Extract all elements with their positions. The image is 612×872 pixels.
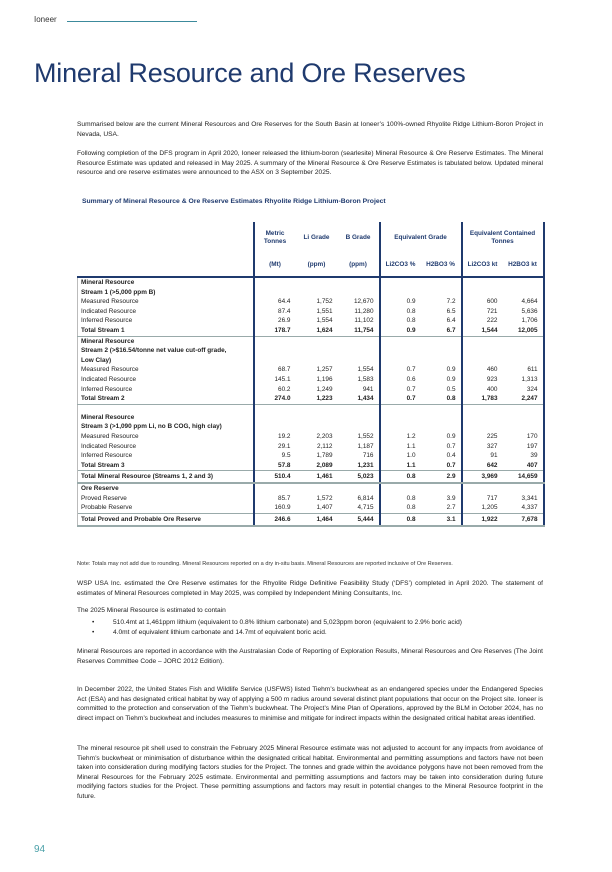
row-label: Low Clay) bbox=[78, 356, 254, 366]
row-value: 0.7 bbox=[446, 461, 456, 469]
row-value bbox=[421, 288, 462, 298]
header-b-grade: B Grade bbox=[345, 234, 371, 241]
row-value: 197 bbox=[503, 442, 544, 452]
row-value bbox=[296, 404, 338, 413]
row-value: 0.9 bbox=[380, 326, 421, 336]
row-value: 400 bbox=[462, 385, 503, 395]
row-value bbox=[503, 483, 544, 494]
row-value bbox=[338, 356, 380, 366]
row-value: 0.4 bbox=[446, 452, 456, 460]
row-value: 1,434 bbox=[338, 394, 380, 404]
unit-li-ppm: (ppm) bbox=[296, 254, 338, 277]
row-value: 1,187 bbox=[357, 442, 374, 450]
row-value: 9.5 bbox=[254, 451, 296, 461]
row-value: 3.9 bbox=[446, 494, 456, 502]
row-value: 91 bbox=[462, 451, 503, 461]
row-value: 0.9 bbox=[380, 297, 421, 307]
row-value: 4,337 bbox=[503, 503, 544, 513]
row-value bbox=[254, 288, 296, 298]
row-value: 510.4 bbox=[254, 471, 296, 484]
row-value: 0.8 bbox=[380, 307, 421, 317]
bullet-item: • 4.0mt of equivalent lithium carbonate and 14.7mt of equivalent boric acid. bbox=[77, 628, 543, 638]
table-row bbox=[78, 336, 544, 346]
table-row bbox=[78, 385, 544, 395]
row-value: 721 bbox=[462, 307, 503, 317]
row-value bbox=[338, 404, 380, 413]
row-value bbox=[380, 422, 421, 432]
row-value: 0.9 bbox=[446, 432, 456, 440]
paragraph-usfws: In December 2022, the United States Fish and Wildlife Service (USFWS) listed Tiehm’s buckwheat as an endangered species under the Endangered Species Act (ESA) and has designated critical habitat by way of applying a 500 m radius around several distinct plant populations that occur on the Project site. Ioneer is committed to the protection and conservation of the Tiehm’s buckwheat. The Project’s Mine Plan of Operations, approved by the BLM in October 2024, has no direct impact on Tiehm’s buckwheat and includes measures to minimise and mitigate for indirect impacts within the designated critical habitat areas identified. bbox=[77, 686, 543, 722]
table-row bbox=[78, 422, 544, 432]
row-value: 222 bbox=[462, 316, 503, 326]
row-value: 7.2 bbox=[446, 298, 456, 306]
row-value bbox=[421, 404, 462, 413]
table-row bbox=[78, 326, 544, 336]
row-label: Inferred Resource bbox=[78, 451, 254, 461]
row-value bbox=[296, 413, 338, 423]
row-value: 1,783 bbox=[462, 394, 503, 404]
row-value: 1,464 bbox=[296, 514, 338, 527]
row-value bbox=[503, 346, 544, 356]
table-row bbox=[78, 288, 544, 298]
row-value: 0.9 bbox=[446, 366, 456, 374]
row-value: 160.9 bbox=[254, 503, 296, 513]
table-row bbox=[78, 316, 544, 326]
row-value: 3,969 bbox=[462, 471, 503, 484]
row-value: 39 bbox=[503, 451, 544, 461]
row-value bbox=[254, 346, 296, 356]
row-value: 327 bbox=[462, 442, 503, 452]
row-value bbox=[462, 422, 503, 432]
row-value: 12,005 bbox=[503, 326, 544, 336]
row-value: 1,789 bbox=[316, 452, 333, 460]
row-value: 642 bbox=[462, 461, 503, 471]
row-value bbox=[254, 336, 296, 346]
table-row bbox=[78, 307, 544, 317]
row-value: 246.6 bbox=[254, 514, 296, 527]
header-equivalent-grade: Equivalent Grade bbox=[380, 222, 462, 254]
row-value: 1,752 bbox=[316, 298, 333, 306]
unit-b-ppm: (ppm) bbox=[338, 254, 380, 277]
row-value: 1.0 bbox=[380, 451, 421, 461]
row-value: 19.2 bbox=[254, 432, 296, 442]
table-note: Note: Totals may not add due to rounding. Mineral Resources reported on a dry in-situ basis. Mineral Resources are reported inclusive of Ore Reserves. bbox=[77, 561, 453, 567]
row-value bbox=[296, 346, 338, 356]
row-label: Mineral Resource bbox=[78, 277, 254, 288]
row-value bbox=[380, 413, 421, 423]
row-value: 0.8 bbox=[380, 316, 421, 326]
row-label: Ore Reserve bbox=[78, 483, 254, 494]
table-row bbox=[78, 356, 544, 366]
unit-h2bo3-pct: H2BO3 % bbox=[421, 254, 462, 277]
row-value: 1,552 bbox=[357, 432, 374, 440]
row-value bbox=[254, 422, 296, 432]
row-value bbox=[338, 413, 380, 423]
row-value: 11,102 bbox=[354, 317, 374, 325]
row-value: 85.7 bbox=[254, 494, 296, 504]
row-value bbox=[462, 288, 503, 298]
row-value bbox=[254, 483, 296, 494]
row-value: 941 bbox=[362, 385, 374, 393]
unit-li2co3-pct: Li2CO3 % bbox=[380, 254, 421, 277]
row-value bbox=[421, 277, 462, 288]
header-equivalent-contained-tonnes: Equivalent Contained Tonnes bbox=[462, 222, 544, 254]
row-label bbox=[78, 404, 254, 413]
row-label: Indicated Resource bbox=[78, 375, 254, 385]
row-value bbox=[296, 288, 338, 298]
row-value bbox=[296, 483, 338, 494]
table-caption: Summary of Mineral Resource & Ore Reserve Estimates Rhyolite Ridge Lithium-Boron Project bbox=[82, 198, 386, 205]
row-label: Mineral Resource bbox=[78, 336, 254, 346]
row-value bbox=[503, 277, 544, 288]
unit-mt: (Mt) bbox=[254, 254, 296, 277]
row-value: 3.1 bbox=[421, 514, 462, 527]
row-value: 1,922 bbox=[462, 514, 503, 527]
row-value: 4,664 bbox=[503, 297, 544, 307]
row-value bbox=[338, 346, 380, 356]
row-value: 2,203 bbox=[316, 432, 333, 440]
table-row bbox=[78, 461, 544, 471]
row-value: 7,678 bbox=[503, 514, 544, 527]
row-label: Total Stream 1 bbox=[78, 326, 254, 336]
row-value bbox=[254, 356, 296, 366]
row-value: 1,554 bbox=[316, 317, 333, 325]
row-value: 1,544 bbox=[462, 326, 503, 336]
row-label: Measured Resource bbox=[78, 365, 254, 375]
row-label: Probable Reserve bbox=[78, 503, 254, 513]
table-row bbox=[78, 394, 544, 404]
paragraph-pit-shell: The mineral resource pit shell used to constrain the February 2025 Mineral Resource estimate was not adjusted to account for any impacts from avoidance of Tiehm’s buckwheat or minimisation of disturbance within the designated critical habitat. Environmental and permitting assumptions and factors have not been taken into consideration during modifying factors studies for the Project. The tonnes and grade within the avoidance polygons have not been removed from the Mineral Resources for the February 2025 estimate. Environmental and permitting assumptions and factors may be taken into consideration during future modifying factors studies for the Project. These permitting assumptions and factors may result in potential changes to the Mineral Resource footprint in the future. bbox=[77, 745, 543, 800]
row-value bbox=[503, 356, 544, 366]
row-value: 0.9 bbox=[446, 375, 456, 383]
row-value bbox=[462, 404, 503, 413]
table-row bbox=[78, 346, 544, 356]
row-value: 1.1 bbox=[380, 461, 421, 471]
row-value bbox=[421, 422, 462, 432]
row-label: Stream 1 (>5,000 ppm B) bbox=[78, 288, 254, 298]
table-row bbox=[78, 413, 544, 423]
row-value: 1.1 bbox=[380, 442, 421, 452]
row-value: 14,659 bbox=[503, 471, 544, 484]
row-value: 87.4 bbox=[254, 307, 296, 317]
row-value: 68.7 bbox=[254, 365, 296, 375]
row-value: 170 bbox=[503, 432, 544, 442]
row-value: 0.8 bbox=[380, 503, 421, 513]
row-value: 12,670 bbox=[353, 298, 374, 306]
header-blank bbox=[78, 254, 254, 277]
row-value: 274.0 bbox=[254, 394, 296, 404]
row-label: Inferred Resource bbox=[78, 385, 254, 395]
row-label: Stream 3 (>1,090 ppm Li, no B COG, high clay) bbox=[78, 422, 254, 432]
row-value bbox=[338, 422, 380, 432]
row-value: 5,636 bbox=[503, 307, 544, 317]
table-row bbox=[78, 451, 544, 461]
row-value bbox=[296, 422, 338, 432]
row-value: 1,205 bbox=[462, 503, 503, 513]
row-value: 1,313 bbox=[503, 375, 544, 385]
header-blank bbox=[78, 222, 254, 254]
row-value: 1,407 bbox=[316, 504, 333, 512]
page-number: 94 bbox=[34, 844, 46, 855]
row-value: 145.1 bbox=[254, 375, 296, 385]
row-value: 1,223 bbox=[296, 394, 338, 404]
row-value bbox=[462, 346, 503, 356]
row-value bbox=[503, 336, 544, 346]
row-value bbox=[338, 288, 380, 298]
row-label: Indicated Resource bbox=[78, 307, 254, 317]
row-value bbox=[296, 277, 338, 288]
resource-reserve-table bbox=[77, 222, 545, 527]
row-value: 11,280 bbox=[354, 307, 374, 315]
table-row bbox=[78, 494, 544, 504]
row-value bbox=[462, 336, 503, 346]
row-value bbox=[296, 356, 338, 366]
row-value: 0.6 bbox=[380, 375, 421, 385]
row-value: 64.4 bbox=[254, 297, 296, 307]
row-value bbox=[462, 356, 503, 366]
row-value bbox=[380, 346, 421, 356]
table-row bbox=[78, 375, 544, 385]
brand-name: Ioneer bbox=[34, 15, 57, 24]
row-value: 29.1 bbox=[254, 442, 296, 452]
row-value: 600 bbox=[462, 297, 503, 307]
paragraph-jorc: Mineral Resources are reported in accordance with the Australasian Code of Reporting of Exploration Results, Mineral Resources and Ore Reserves (The Joint Reserves Committee Code – JORC 2012 Edition). bbox=[77, 648, 543, 665]
row-value: 60.2 bbox=[254, 385, 296, 395]
row-value: 0.7 bbox=[446, 442, 456, 450]
row-value bbox=[421, 346, 462, 356]
row-value: 1,461 bbox=[296, 471, 338, 484]
table-row bbox=[78, 442, 544, 452]
table-row bbox=[78, 277, 544, 288]
row-value: 0.8 bbox=[421, 394, 462, 404]
row-value bbox=[421, 413, 462, 423]
row-value: 1,706 bbox=[503, 316, 544, 326]
row-value: 2,089 bbox=[316, 461, 333, 469]
estimate-bullet-list bbox=[77, 618, 543, 637]
paragraph-estimate-intro: The 2025 Mineral Resource is estimated to contain bbox=[77, 607, 226, 614]
table-row bbox=[78, 404, 544, 413]
header-metric-tonnes: Metric Tonnes bbox=[254, 222, 296, 254]
row-value: 716 bbox=[362, 452, 374, 460]
table-row bbox=[78, 483, 544, 494]
bullet-item: • 510.4mt at 1,461ppm lithium (equivalent to 0.8% lithium carbonate) and 5,023ppm boron (equivalent to 2.9% boric acid) bbox=[77, 618, 543, 628]
table-row bbox=[78, 514, 544, 527]
row-value bbox=[338, 483, 380, 494]
row-value: 0.7 bbox=[380, 394, 421, 404]
row-value: 2,247 bbox=[503, 394, 544, 404]
row-value bbox=[503, 422, 544, 432]
table-row bbox=[78, 503, 544, 513]
row-value: 6,814 bbox=[357, 494, 374, 502]
table-row bbox=[78, 365, 544, 375]
table-row bbox=[78, 432, 544, 442]
paragraph-wsp: WSP USA Inc. estimated the Ore Reserve estimates for the Rhyolite Ridge Definitive Feasibility Study (‘DFS’) completed in April 2020. The statement of estimates of Mineral Resources completed in May 2025, was compiled by Independent Mining Consultants, Inc. bbox=[77, 580, 543, 597]
row-value: 5,444 bbox=[338, 514, 380, 527]
row-value: 225 bbox=[462, 432, 503, 442]
row-value: 1.2 bbox=[380, 432, 421, 442]
row-value: 1,249 bbox=[316, 385, 333, 393]
row-value bbox=[503, 288, 544, 298]
row-value bbox=[462, 483, 503, 494]
table-row bbox=[78, 297, 544, 307]
intro-paragraph-1: Summarised below are the current Mineral Resources and Ore Reserves for the South Basin at Ioneer’s 100%-owned Rhyolite Ridge Lithium-Boron Project in Nevada, USA. bbox=[77, 121, 543, 138]
row-value: 460 bbox=[462, 365, 503, 375]
row-value: 6.5 bbox=[446, 307, 456, 315]
header-divider bbox=[67, 21, 197, 22]
row-value bbox=[338, 336, 380, 346]
row-value bbox=[380, 277, 421, 288]
row-value: 0.8 bbox=[380, 514, 421, 527]
unit-h2bo3-kt: H2BO3 kt bbox=[503, 254, 544, 277]
row-value: 26.9 bbox=[254, 316, 296, 326]
row-label: Total Proved and Probable Ore Reserve bbox=[78, 514, 254, 527]
row-label: Stream 2 (>$16.54/tonne net value cut-off grade, bbox=[78, 346, 254, 356]
row-value: 407 bbox=[503, 461, 544, 471]
row-value: 1,196 bbox=[316, 375, 333, 383]
row-value: 6.4 bbox=[446, 317, 456, 325]
row-value: 923 bbox=[462, 375, 503, 385]
row-value: 1,231 bbox=[357, 461, 374, 469]
row-value: 4,715 bbox=[357, 504, 374, 512]
row-value bbox=[503, 404, 544, 413]
row-value bbox=[380, 336, 421, 346]
row-value: 611 bbox=[503, 365, 544, 375]
row-value: 1,554 bbox=[357, 366, 374, 374]
row-value: 178.7 bbox=[254, 326, 296, 336]
row-label: Mineral Resource bbox=[78, 413, 254, 423]
row-value bbox=[462, 277, 503, 288]
row-value: 1,551 bbox=[316, 307, 333, 315]
row-value: 717 bbox=[462, 494, 503, 504]
row-value: 1,257 bbox=[316, 366, 333, 374]
row-value: 2.7 bbox=[446, 504, 456, 512]
row-label: Total Stream 3 bbox=[78, 461, 254, 471]
row-value bbox=[254, 413, 296, 423]
row-label: Proved Reserve bbox=[78, 494, 254, 504]
row-value bbox=[254, 404, 296, 413]
row-value bbox=[421, 336, 462, 346]
row-value: 5,023 bbox=[338, 471, 380, 484]
row-value: 1,583 bbox=[357, 375, 374, 383]
row-value: 11,754 bbox=[338, 326, 380, 336]
row-value bbox=[380, 288, 421, 298]
row-value: 6.7 bbox=[421, 326, 462, 336]
row-label: Inferred Resource bbox=[78, 316, 254, 326]
row-value bbox=[254, 277, 296, 288]
row-value: 2.9 bbox=[421, 471, 462, 484]
unit-li2co3-kt: Li2CO3 kt bbox=[462, 254, 503, 277]
row-label: Measured Resource bbox=[78, 432, 254, 442]
row-value: 0.7 bbox=[380, 385, 421, 395]
header-li-grade: Li Grade bbox=[303, 234, 330, 241]
row-value: 2,112 bbox=[316, 442, 333, 450]
row-value: 324 bbox=[503, 385, 544, 395]
row-value: 1,572 bbox=[316, 494, 333, 502]
row-value: 1,624 bbox=[296, 326, 338, 336]
row-value: 0.8 bbox=[380, 494, 421, 504]
row-label: Measured Resource bbox=[78, 297, 254, 307]
row-value bbox=[421, 356, 462, 366]
row-value: 0.8 bbox=[380, 471, 421, 484]
row-label: Indicated Resource bbox=[78, 442, 254, 452]
row-value bbox=[338, 277, 380, 288]
row-value bbox=[421, 483, 462, 494]
row-value: 3,341 bbox=[503, 494, 544, 504]
intro-paragraph-2: Following completion of the DFS program in April 2020, Ioneer released the lithium-boron (searlesite) Mineral Resource & Ore Reserve Estimates. The Mineral Resource Estimate was updated and released in May 2025. A summary of the Mineral Resource & Ore Reserve Estimates is tabulated below. Updated mineral resource and ore reserve estimates were announced to the ASX on 3 September 2025. bbox=[77, 150, 543, 177]
row-value bbox=[380, 483, 421, 494]
row-value bbox=[380, 356, 421, 366]
row-label: Total Mineral Resource (Streams 1, 2 and 3) bbox=[78, 471, 254, 484]
row-value bbox=[380, 404, 421, 413]
row-value: 0.5 bbox=[446, 385, 456, 393]
row-value: 0.7 bbox=[380, 365, 421, 375]
page-title: Mineral Resource and Ore Reserves bbox=[34, 58, 466, 88]
row-value bbox=[462, 413, 503, 423]
row-label: Total Stream 2 bbox=[78, 394, 254, 404]
table-row bbox=[78, 471, 544, 484]
row-value: 57.8 bbox=[254, 461, 296, 471]
row-value bbox=[503, 413, 544, 423]
row-value bbox=[296, 336, 338, 346]
